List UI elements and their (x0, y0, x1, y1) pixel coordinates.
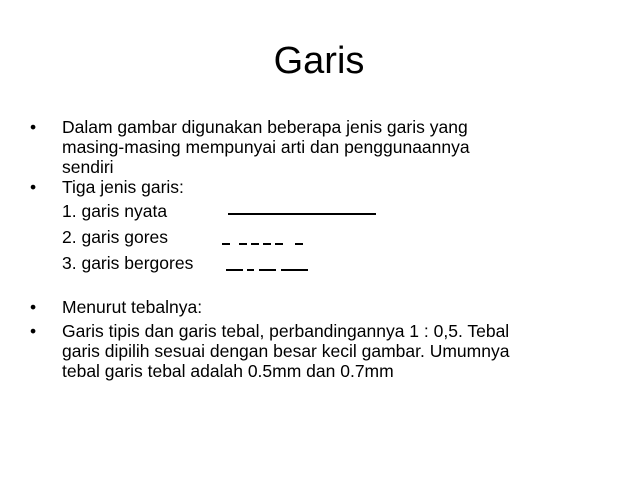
types-intro: Tiga jenis garis: (62, 177, 184, 197)
spacer (26, 279, 626, 297)
thickness-line: garis dipilih sesuai dengan besar kecil gambar. Umumnya (62, 341, 510, 361)
solid-line-sample (228, 204, 378, 224)
slide-title: Garis (273, 40, 365, 82)
bullet-icon: • (30, 297, 37, 317)
bullet-item-types (26, 177, 626, 197)
thickness-intro: Menurut tebalnya: (62, 297, 203, 317)
thickness-line: tebal garis tebal adalah 0.5mm dan 0.7mm (62, 361, 394, 381)
line-type-dash-dot (62, 253, 626, 279)
dash-dot-line-sample (226, 256, 366, 276)
bullet-item-thickness-detail (26, 321, 626, 381)
bullet-icon: • (30, 117, 37, 137)
line-type-label: 2. garis gores (62, 227, 169, 247)
bullet-item-thickness (26, 297, 626, 317)
bullet-line: masing-masing mempunyai arti dan penggunaannya (62, 137, 470, 157)
type-list (26, 201, 626, 279)
line-type-solid (62, 201, 626, 227)
bullet-icon: • (30, 177, 37, 197)
dashed-line-sample (222, 230, 362, 250)
bullet-line: sendiri (62, 157, 114, 177)
thickness-line: Garis tipis dan garis tebal, perbandingannya 1 : 0,5. Tebal (62, 321, 510, 341)
bullet-icon: • (30, 321, 37, 341)
bullet-item-intro (26, 117, 626, 177)
bullet-line: Dalam gambar digunakan beberapa jenis garis yang (62, 117, 468, 137)
slide-content (26, 117, 626, 381)
line-type-label: 3. garis bergores (62, 253, 194, 273)
line-type-dashed (62, 227, 626, 253)
line-type-label: 1. garis nyata (62, 201, 168, 221)
